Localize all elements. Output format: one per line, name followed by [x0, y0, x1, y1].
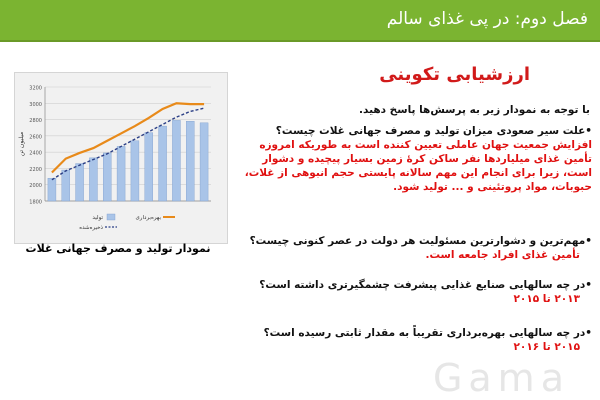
answer-2: تأمین غذای افراد جامعه است.	[425, 249, 580, 261]
question-4: •در چه سالهایی بهره‌برداری تقریباً به مقدار ثابتی رسیده است؟	[263, 327, 592, 339]
bar	[117, 146, 125, 201]
bar	[89, 158, 97, 201]
y-axis-label: میلیون تن	[18, 131, 25, 157]
intro-text: با توجه به نمودار زیر به پرسش‌ها پاسخ دهید.	[359, 104, 590, 116]
legend-swatch	[107, 214, 115, 220]
y-tick-label: 2200	[29, 166, 42, 173]
bar	[172, 120, 180, 201]
legend-label: تولید	[92, 215, 103, 221]
question-1: •علت سیر صعودی میزان تولید و مصرف جهانی غلات چیست؟	[275, 125, 592, 137]
qa-block-3	[242, 278, 592, 306]
bar	[159, 126, 167, 201]
qa-block-4	[242, 326, 592, 354]
chart-caption: نمودار تولید و مصرف جهانی غلات	[25, 242, 211, 255]
bar	[48, 178, 56, 201]
y-tick-label: 2400	[29, 150, 42, 157]
answer-3: ۲۰۱۳ تا ۲۰۱۵	[513, 293, 580, 305]
dashed-series	[52, 108, 204, 180]
bar	[131, 141, 139, 201]
y-tick-label: 1800	[29, 199, 42, 206]
section-title: ارزشیابی تکوینی	[379, 64, 530, 85]
grain-chart	[15, 73, 227, 243]
bar	[103, 153, 111, 201]
answer-4: ۲۰۱۵ تا ۲۰۱۶	[513, 341, 580, 353]
chapter-title: فصل دوم: در پی غذای سالم	[386, 9, 588, 29]
y-tick-label: 2000	[29, 183, 42, 190]
qa-block-2	[242, 234, 592, 262]
bar	[145, 133, 153, 201]
watermark-logo: Gama	[432, 356, 570, 400]
y-tick-label: 2600	[29, 134, 42, 141]
question-2: •مهم‌ترین و دشوارترین مسئولیت هر دولت در عصر کنونی چیست؟	[249, 235, 592, 247]
line-series	[52, 103, 204, 172]
bar	[200, 123, 208, 201]
question-3: •در چه سالهایی صنایع غذایی پیشرفت چشمگیرتری داشته است؟	[259, 279, 592, 291]
header-bar	[0, 0, 600, 40]
legend-label: ذخیره‌شده	[79, 225, 103, 231]
bar	[76, 164, 84, 201]
chart-panel	[14, 72, 228, 244]
bar	[62, 170, 70, 201]
y-tick-label: 3000	[29, 101, 42, 108]
y-tick-label: 3200	[29, 85, 42, 92]
bar	[186, 121, 194, 201]
legend-label: بهره‌برداری	[135, 215, 161, 221]
y-tick-label: 2800	[29, 118, 42, 125]
answer-1: افزایش جمعیت جهان عاملی تعیین کننده است به طوریکه امروزه تأمین غذای میلیاردها نفر ساکن کرهٔ زمین بسیار پیچیده و دشوار است، زیرا برای انجام این مهم سالانه پایستی حجم انبوهی از غلات، حبوبات، مواد پروتئینی و ... تولید شود.	[244, 139, 592, 193]
qa-block-1	[242, 124, 592, 194]
